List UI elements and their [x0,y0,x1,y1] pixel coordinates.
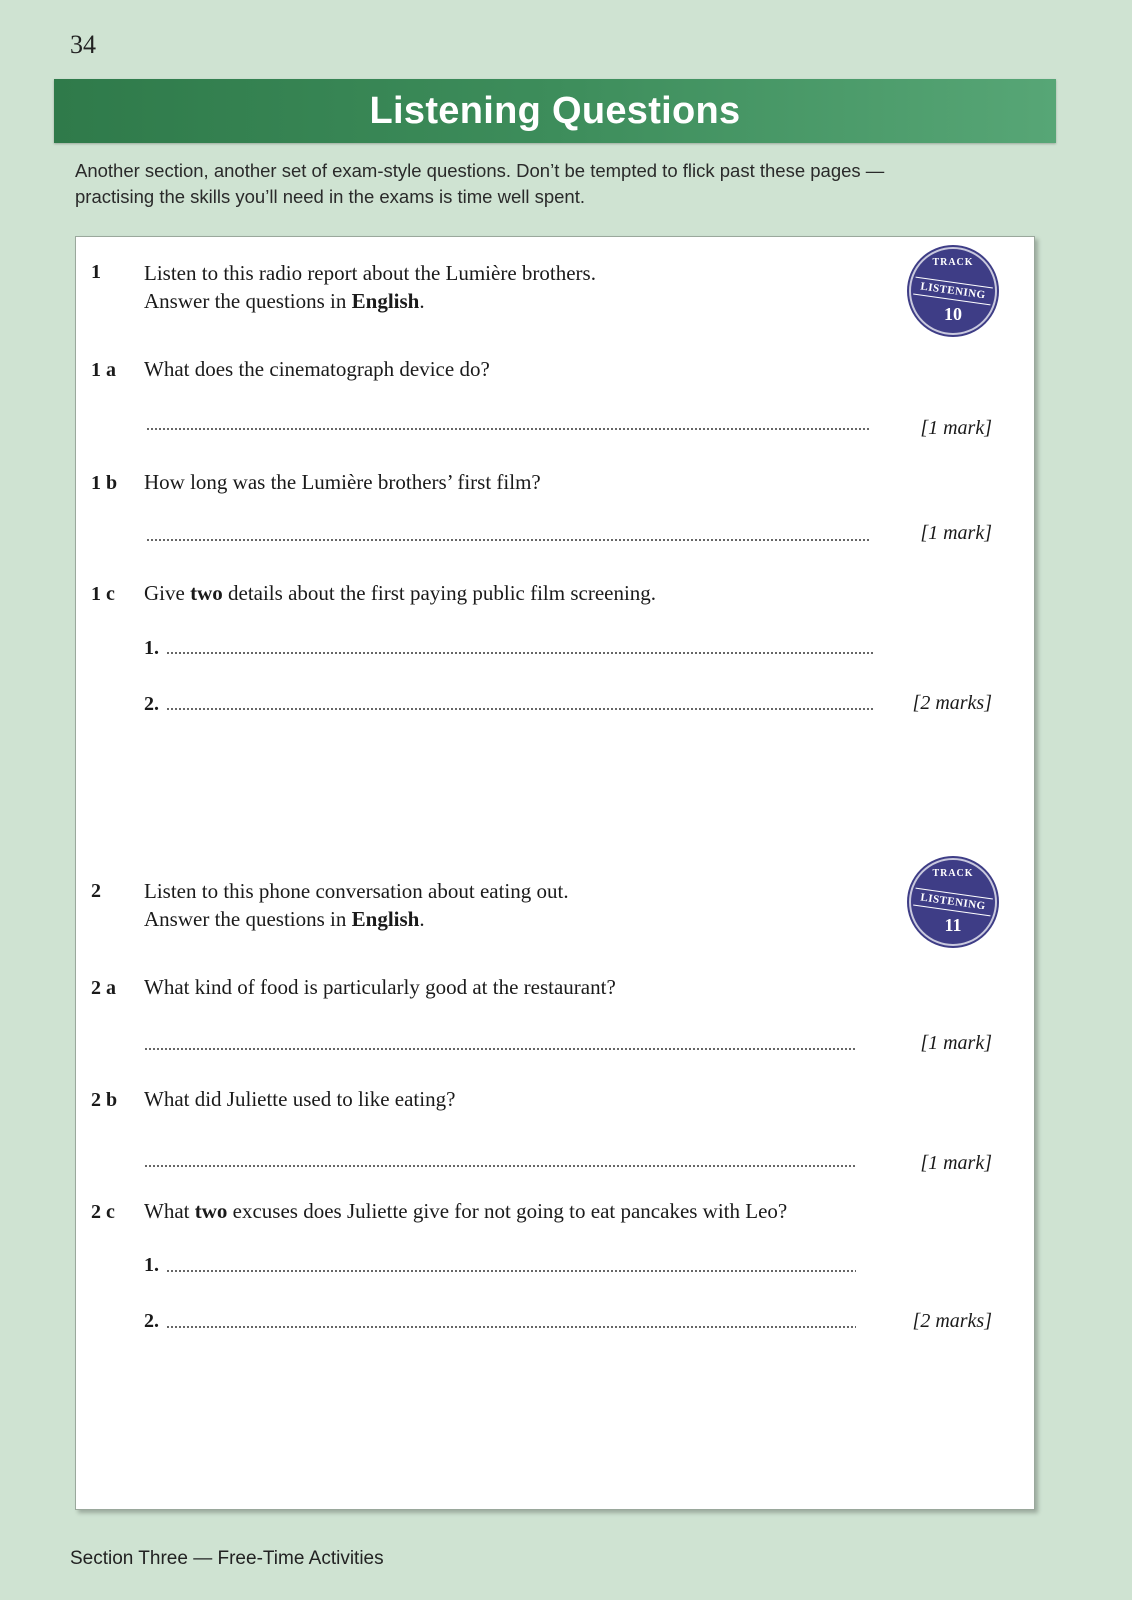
question-2a-number: 2 a [91,977,116,999]
mark-1c: [2 marks] [912,692,992,714]
answer-line-2c-1[interactable] [166,1270,856,1272]
question-1b-text: How long was the Lumière brothers’ first film? [144,470,541,494]
mark-2a: [1 mark] [920,1032,992,1054]
answer-label-2c-1: 1. [144,1254,159,1276]
answer-label-1c-2: 2. [144,693,159,715]
question-1c-text: Give two details about the first paying public film screening. [144,581,657,605]
mark-2b: [1 mark] [920,1152,992,1174]
question-1a-number: 1 a [91,359,116,381]
answer-label-1c-1: 1. [144,637,159,659]
intro-line-1: Another section, another set of exam-style questions. Don’t be tempted to flick past these pages — [75,160,885,181]
intro-text [75,158,1035,210]
page-title: Listening Questions [369,89,741,132]
mark-1b: [1 mark] [920,522,992,544]
badge-listening-label: LISTENING [913,888,993,917]
question-1-line-1: Listen to this radio report about the Lumière brothers. [144,261,596,285]
badge-track-number: 11 [944,915,962,935]
badge-track-number: 10 [944,304,962,324]
title-banner [54,79,1056,143]
mark-2c: [2 marks] [912,1310,992,1332]
question-2b-number: 2 b [91,1089,118,1111]
question-1c-number: 1 c [91,583,115,605]
mark-1a: [1 mark] [920,417,992,439]
answer-line-2a[interactable] [144,1048,856,1050]
question-2-line-2: Answer the questions in English. [144,907,425,931]
questions-panel [75,236,1035,1510]
question-2-instruction [144,877,569,933]
question-2b-text: What did Juliette used to like eating? [144,1087,456,1111]
answer-line-1a[interactable] [146,428,871,430]
question-1-line-2: Answer the questions in English. [144,289,425,313]
question-2c-number: 2 c [91,1201,115,1223]
answer-line-1c-1[interactable] [166,652,873,654]
question-2-line-1: Listen to this phone conversation about eating out. [144,879,569,903]
answer-line-1b[interactable] [146,539,871,541]
footer-section-label: Section Three — Free-Time Activities [70,1548,384,1569]
badge-listening-label: LISTENING [913,277,993,306]
answer-line-2c-2[interactable] [166,1326,856,1328]
question-2c-text: What two excuses does Juliette give for not going to eat pancakes with Leo? [144,1199,788,1223]
question-1-number: 1 [91,261,101,283]
badge-track-label: TRACK [932,257,974,268]
question-1-instruction [144,259,596,315]
question-2-number: 2 [91,880,101,902]
question-1a-text: What does the cinematograph device do? [144,357,490,381]
intro-line-2: practising the skills you’ll need in the exams is time well spent. [75,186,586,207]
answer-label-2c-2: 2. [144,1310,159,1332]
answer-line-2b[interactable] [144,1165,856,1167]
answer-line-1c-2[interactable] [166,708,873,710]
listening-track-badge-11[interactable] [909,858,997,946]
listening-track-badge-10[interactable] [909,247,997,335]
question-2a-text: What kind of food is particularly good at the restaurant? [144,975,616,999]
page-number: 34 [70,30,96,59]
question-1b-number: 1 b [91,472,118,494]
badge-track-label: TRACK [932,868,974,879]
